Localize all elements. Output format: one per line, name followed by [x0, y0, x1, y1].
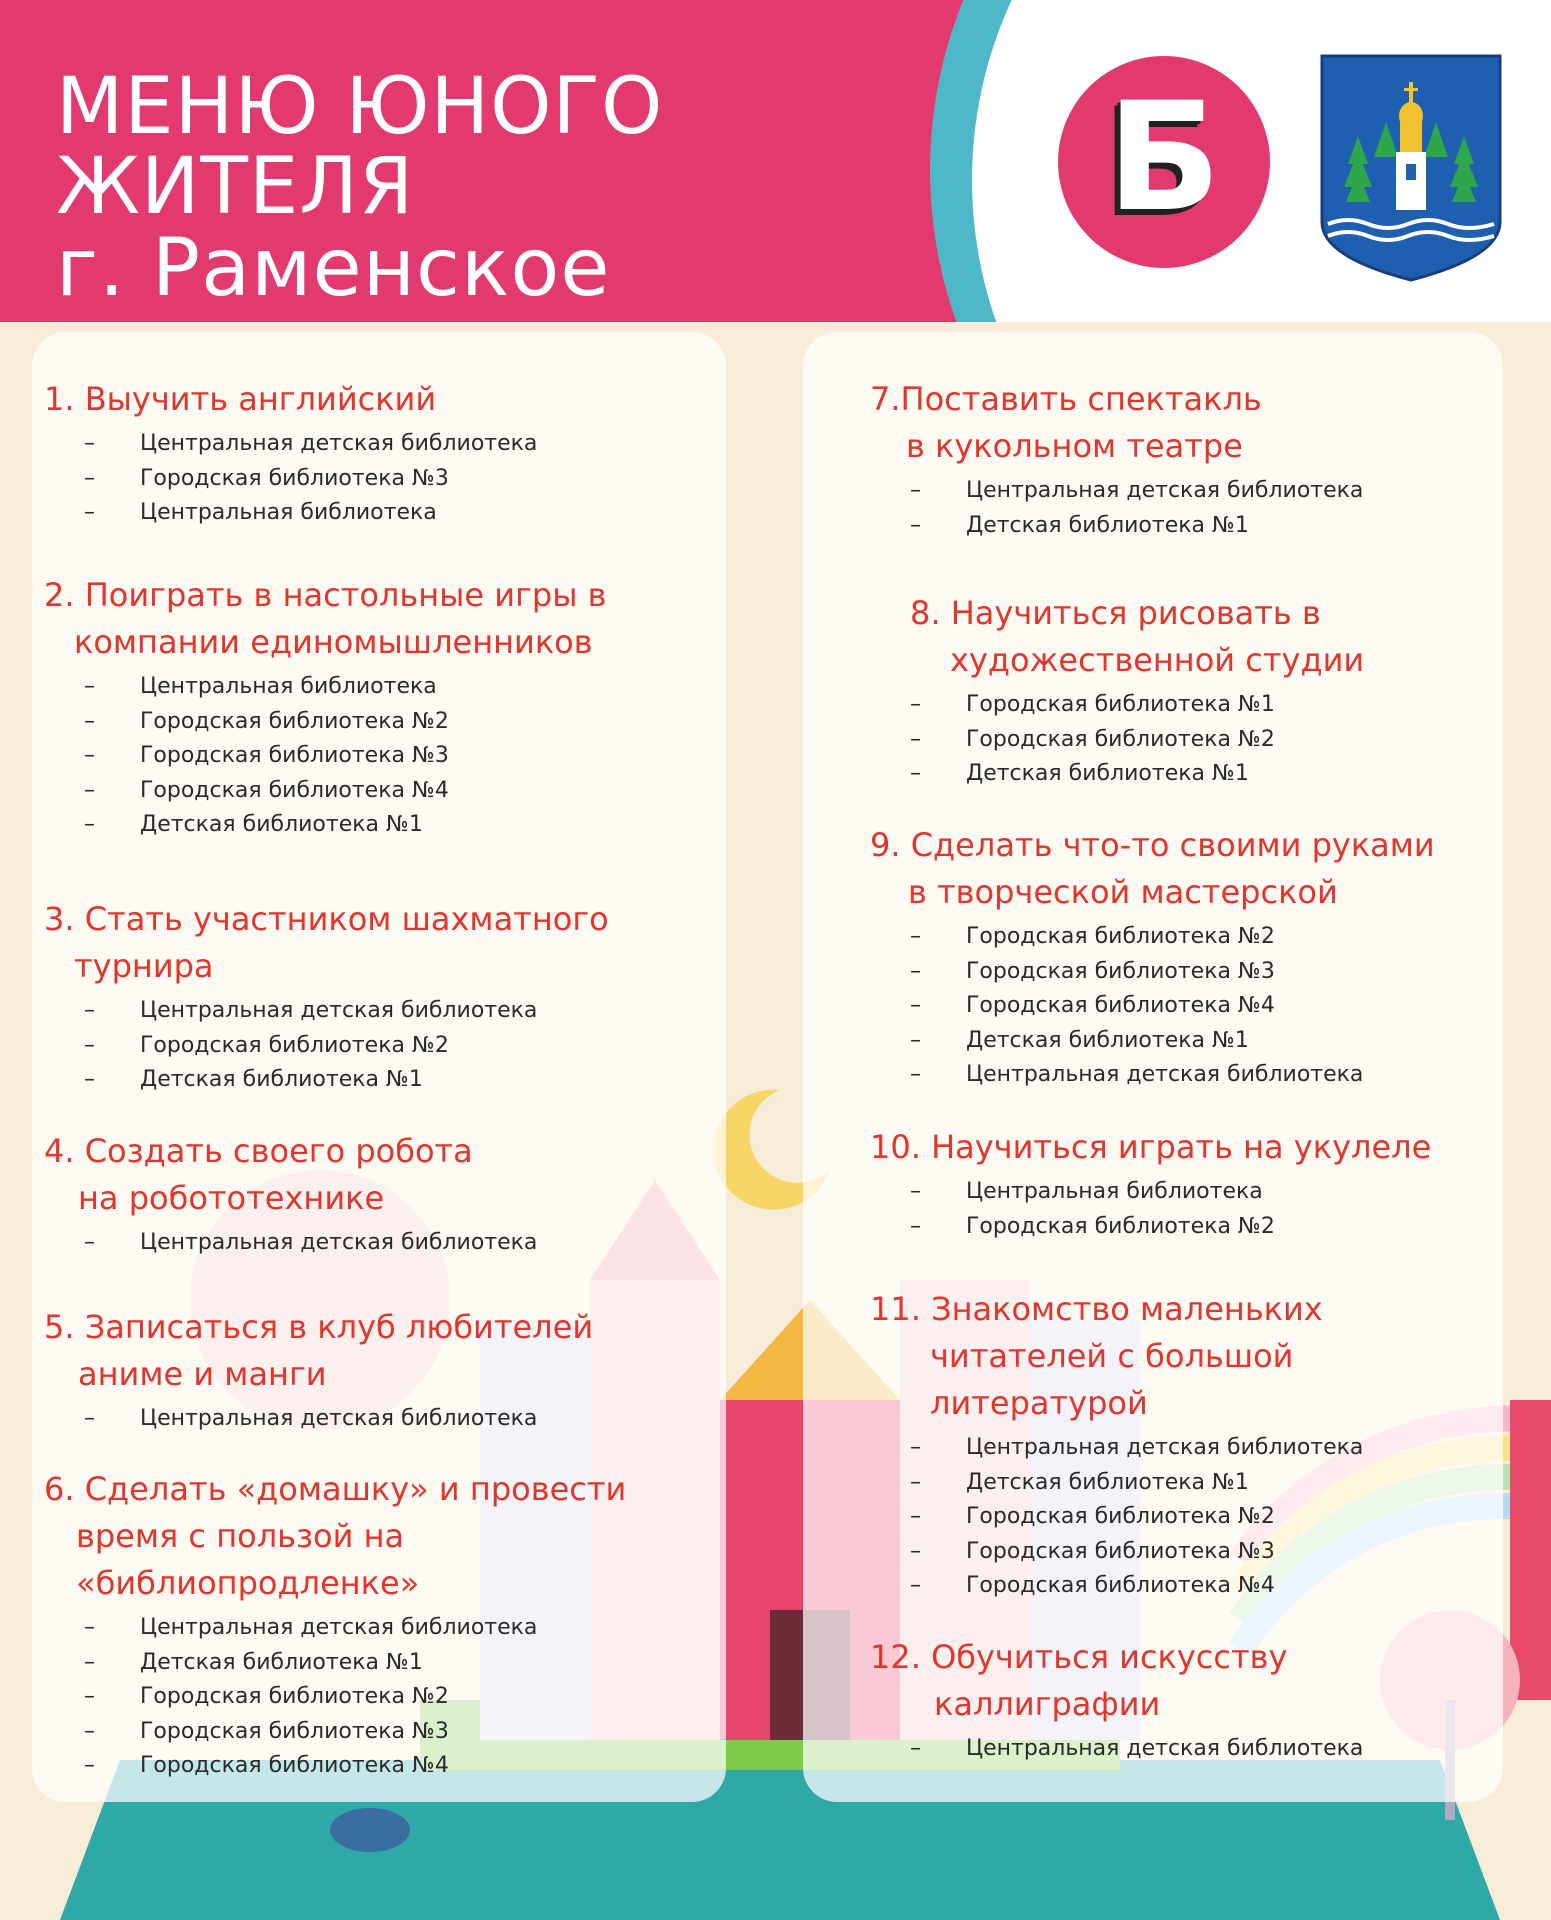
dash-icon: –: [84, 431, 95, 456]
dash-icon: –: [84, 1406, 95, 1431]
menu-section-11: [870, 1286, 1363, 1604]
dash-icon: –: [84, 1615, 95, 1640]
section-title: [44, 572, 607, 666]
menu-section-5: [44, 1304, 593, 1437]
library-name: Городская библиотека №2: [140, 708, 449, 734]
dash-icon: –: [84, 1032, 95, 1058]
library-item: [870, 688, 1364, 723]
library-name: Центральная детская библиотека: [966, 1736, 1364, 1761]
library-item: [870, 1024, 1435, 1059]
dash-icon: –: [84, 777, 95, 803]
dash-icon: –: [910, 478, 921, 503]
library-item: [44, 1029, 609, 1064]
dash-icon: –: [84, 998, 95, 1023]
section-title: [44, 896, 609, 990]
library-item: [870, 1732, 1363, 1767]
menu-section-6: [44, 1466, 626, 1784]
menu-section-4: [44, 1128, 537, 1261]
library-name: Детская библиотека №1: [140, 1649, 423, 1675]
section-title-line: 6. Сделать «домашку» и провести: [44, 1470, 627, 1508]
menu-section-10: [870, 1124, 1431, 1244]
library-name: Детская библиотека №1: [966, 512, 1249, 538]
library-item: [870, 1431, 1363, 1466]
title-line-2: ЖИТЕЛЯ: [56, 142, 415, 232]
dash-icon: –: [910, 1736, 921, 1761]
section-title-line: художественной студии: [950, 641, 1365, 679]
dash-icon: –: [84, 1230, 95, 1255]
library-name: Центральная детская библиотека: [966, 478, 1364, 503]
library-name: Городская библиотека №3: [140, 465, 449, 491]
section-title-line: 7.Поставить спектакль: [870, 380, 1262, 418]
library-item: [870, 989, 1435, 1024]
library-item: [870, 757, 1364, 792]
library-name: Городская библиотека №3: [966, 958, 1275, 984]
library-list: [44, 994, 609, 1098]
coat-of-arms-icon: [1318, 52, 1504, 284]
dash-icon: –: [910, 1469, 921, 1495]
library-item: [44, 705, 607, 740]
section-title: [870, 822, 1435, 916]
library-item: [870, 1210, 1431, 1245]
library-name: Городская библиотека №2: [140, 1032, 449, 1058]
library-list: [870, 920, 1435, 1093]
library-list: [44, 670, 607, 843]
library-name: Детская библиотека №1: [140, 1067, 423, 1092]
menu-section-2: [44, 572, 607, 843]
dash-icon: –: [84, 1753, 95, 1778]
menu-section-7: [870, 376, 1363, 543]
library-name: Центральная библиотека: [966, 1179, 1263, 1204]
library-item: [44, 739, 607, 774]
library-item: [44, 1680, 626, 1715]
section-title-line: аниме и манги: [78, 1355, 327, 1393]
section-title-line: каллиграфии: [934, 1685, 1161, 1723]
library-item: [44, 496, 537, 531]
section-title-line: 12. Обучиться искусству: [870, 1638, 1288, 1676]
library-name: Городская библиотека №3: [140, 1718, 449, 1744]
library-name: Городская библиотека №4: [140, 1753, 449, 1778]
library-item: [870, 1569, 1363, 1604]
library-item: [870, 1535, 1363, 1570]
library-item: [44, 1611, 626, 1646]
library-name: Детская библиотека №1: [966, 1027, 1249, 1053]
section-title-line: 4. Создать своего робота: [44, 1132, 473, 1170]
section-title: [870, 1634, 1363, 1728]
section-title: [44, 1304, 593, 1398]
library-name: Городская библиотека №2: [966, 1504, 1275, 1529]
library-name: Городская библиотека №1: [966, 692, 1275, 717]
section-title: [44, 376, 537, 423]
library-name: Центральная детская библиотека: [140, 1230, 538, 1255]
dash-icon: –: [84, 1718, 95, 1744]
library-list: [870, 1732, 1363, 1767]
library-name: Детская библиотека №1: [966, 761, 1249, 786]
dash-icon: –: [910, 993, 921, 1018]
library-item: [870, 920, 1435, 955]
dash-icon: –: [84, 708, 95, 734]
section-title-line: на робототехнике: [78, 1179, 385, 1217]
library-item: [44, 670, 607, 705]
dash-icon: –: [84, 500, 95, 525]
library-name: Городская библиотека №3: [140, 743, 449, 768]
library-list: [870, 474, 1363, 543]
section-title-line: компании единомышленников: [74, 623, 593, 661]
dash-icon: –: [84, 812, 95, 837]
library-list: [44, 427, 537, 531]
library-logo: [1058, 56, 1270, 268]
section-title: [870, 1286, 1363, 1427]
section-title: [870, 376, 1363, 470]
dash-icon: –: [910, 1179, 921, 1204]
section-title-line: 8. Научиться рисовать в: [910, 594, 1321, 632]
dash-icon: –: [910, 1027, 921, 1053]
dash-icon: –: [84, 743, 95, 768]
library-list: [44, 1226, 537, 1261]
section-title-line: литературой: [930, 1384, 1148, 1422]
section-title: [44, 1466, 626, 1607]
library-item: [870, 1500, 1363, 1535]
library-item: [44, 1226, 537, 1261]
library-name: Центральная библиотека: [140, 674, 437, 699]
library-list: [870, 1431, 1363, 1604]
section-title-line: 10. Научиться играть на укулеле: [870, 1128, 1432, 1166]
library-item: [44, 1402, 593, 1437]
section-title-line: 2. Поиграть в настольные игры в: [44, 576, 607, 614]
menu-section-9: [870, 822, 1435, 1093]
title-line-3: г. Раменское: [56, 221, 611, 314]
library-name: Городская библиотека №2: [966, 924, 1275, 949]
dash-icon: –: [84, 465, 95, 491]
section-title-line: 1. Выучить английский: [44, 380, 437, 418]
dash-icon: –: [84, 1067, 95, 1092]
library-item: [44, 774, 607, 809]
dash-icon: –: [910, 1435, 921, 1460]
section-title: [870, 590, 1364, 684]
library-item: [870, 509, 1363, 544]
library-name: Центральная детская библиотека: [140, 1406, 538, 1431]
menu-section-8: [870, 590, 1364, 792]
section-title-line: время с пользой на: [76, 1517, 405, 1555]
library-name: Центральная детская библиотека: [140, 431, 538, 456]
dash-icon: –: [84, 674, 95, 699]
library-name: Городская библиотека №4: [966, 993, 1275, 1018]
library-item: [44, 1063, 609, 1098]
dash-icon: –: [910, 1504, 921, 1529]
library-item: [870, 955, 1435, 990]
dash-icon: –: [910, 1538, 921, 1564]
library-name: Центральная библиотека: [140, 500, 437, 525]
logo-letter: Б: [1106, 71, 1222, 245]
library-name: Центральная детская библиотека: [966, 1435, 1364, 1460]
library-name: Городская библиотека №4: [966, 1573, 1275, 1598]
dash-icon: –: [910, 512, 921, 538]
library-item: [870, 1058, 1435, 1093]
library-item: [870, 474, 1363, 509]
library-name: Городская библиотека №4: [140, 777, 449, 803]
section-title-line: 11. Знакомство маленьких: [870, 1290, 1323, 1328]
library-item: [44, 994, 609, 1029]
section-title-line: в творческой мастерской: [908, 873, 1338, 911]
library-list: [870, 688, 1364, 792]
library-list: [44, 1402, 593, 1437]
library-name: Центральная детская библиотека: [140, 998, 538, 1023]
library-item: [870, 1175, 1431, 1210]
library-item: [44, 1749, 626, 1784]
header-banner: [0, 0, 1551, 322]
dash-icon: –: [910, 1573, 921, 1598]
library-item: [44, 808, 607, 843]
dash-icon: –: [910, 761, 921, 786]
library-item: [870, 1466, 1363, 1501]
library-name: Центральная детская библиотека: [140, 1615, 538, 1640]
dash-icon: –: [84, 1684, 95, 1709]
title-line-1: МЕНЮ ЮНОГО: [56, 62, 664, 152]
dash-icon: –: [910, 726, 921, 752]
library-name: Городская библиотека №2: [966, 1213, 1275, 1239]
menu-section-12: [870, 1634, 1363, 1767]
dash-icon: –: [910, 1062, 921, 1087]
library-item: [44, 427, 537, 462]
section-title-line: 3. Стать участником шахматного: [44, 900, 609, 938]
dash-icon: –: [910, 958, 921, 984]
section-title-line: в кукольном театре: [906, 427, 1243, 465]
dash-icon: –: [910, 692, 921, 717]
section-title: [870, 1124, 1431, 1171]
section-title-line: турнира: [74, 947, 214, 985]
library-name: Детская библиотека №1: [140, 812, 423, 837]
library-list: [870, 1175, 1431, 1244]
section-title: [44, 1128, 537, 1222]
menu-section-1: [44, 376, 537, 531]
library-item: [44, 1646, 626, 1681]
library-item: [44, 1715, 626, 1750]
dash-icon: –: [910, 924, 921, 949]
library-list: [44, 1611, 626, 1784]
library-item: [870, 723, 1364, 758]
section-title-line: читателей с большой: [930, 1337, 1294, 1375]
library-name: Городская библиотека №2: [966, 726, 1275, 752]
library-name: Центральная детская библиотека: [966, 1062, 1364, 1087]
dash-icon: –: [84, 1649, 95, 1675]
dash-icon: –: [910, 1213, 921, 1239]
library-name: Детская библиотека №1: [966, 1469, 1249, 1495]
library-item: [44, 462, 537, 497]
library-name: Городская библиотека №3: [966, 1538, 1275, 1564]
section-title-line: «библиопродленке»: [76, 1564, 420, 1602]
section-title-line: 5. Записаться в клуб любителей: [44, 1308, 594, 1346]
section-title-line: 9. Сделать что-то своими руками: [870, 826, 1435, 864]
library-name: Городская библиотека №2: [140, 1684, 449, 1709]
menu-section-3: [44, 896, 609, 1098]
